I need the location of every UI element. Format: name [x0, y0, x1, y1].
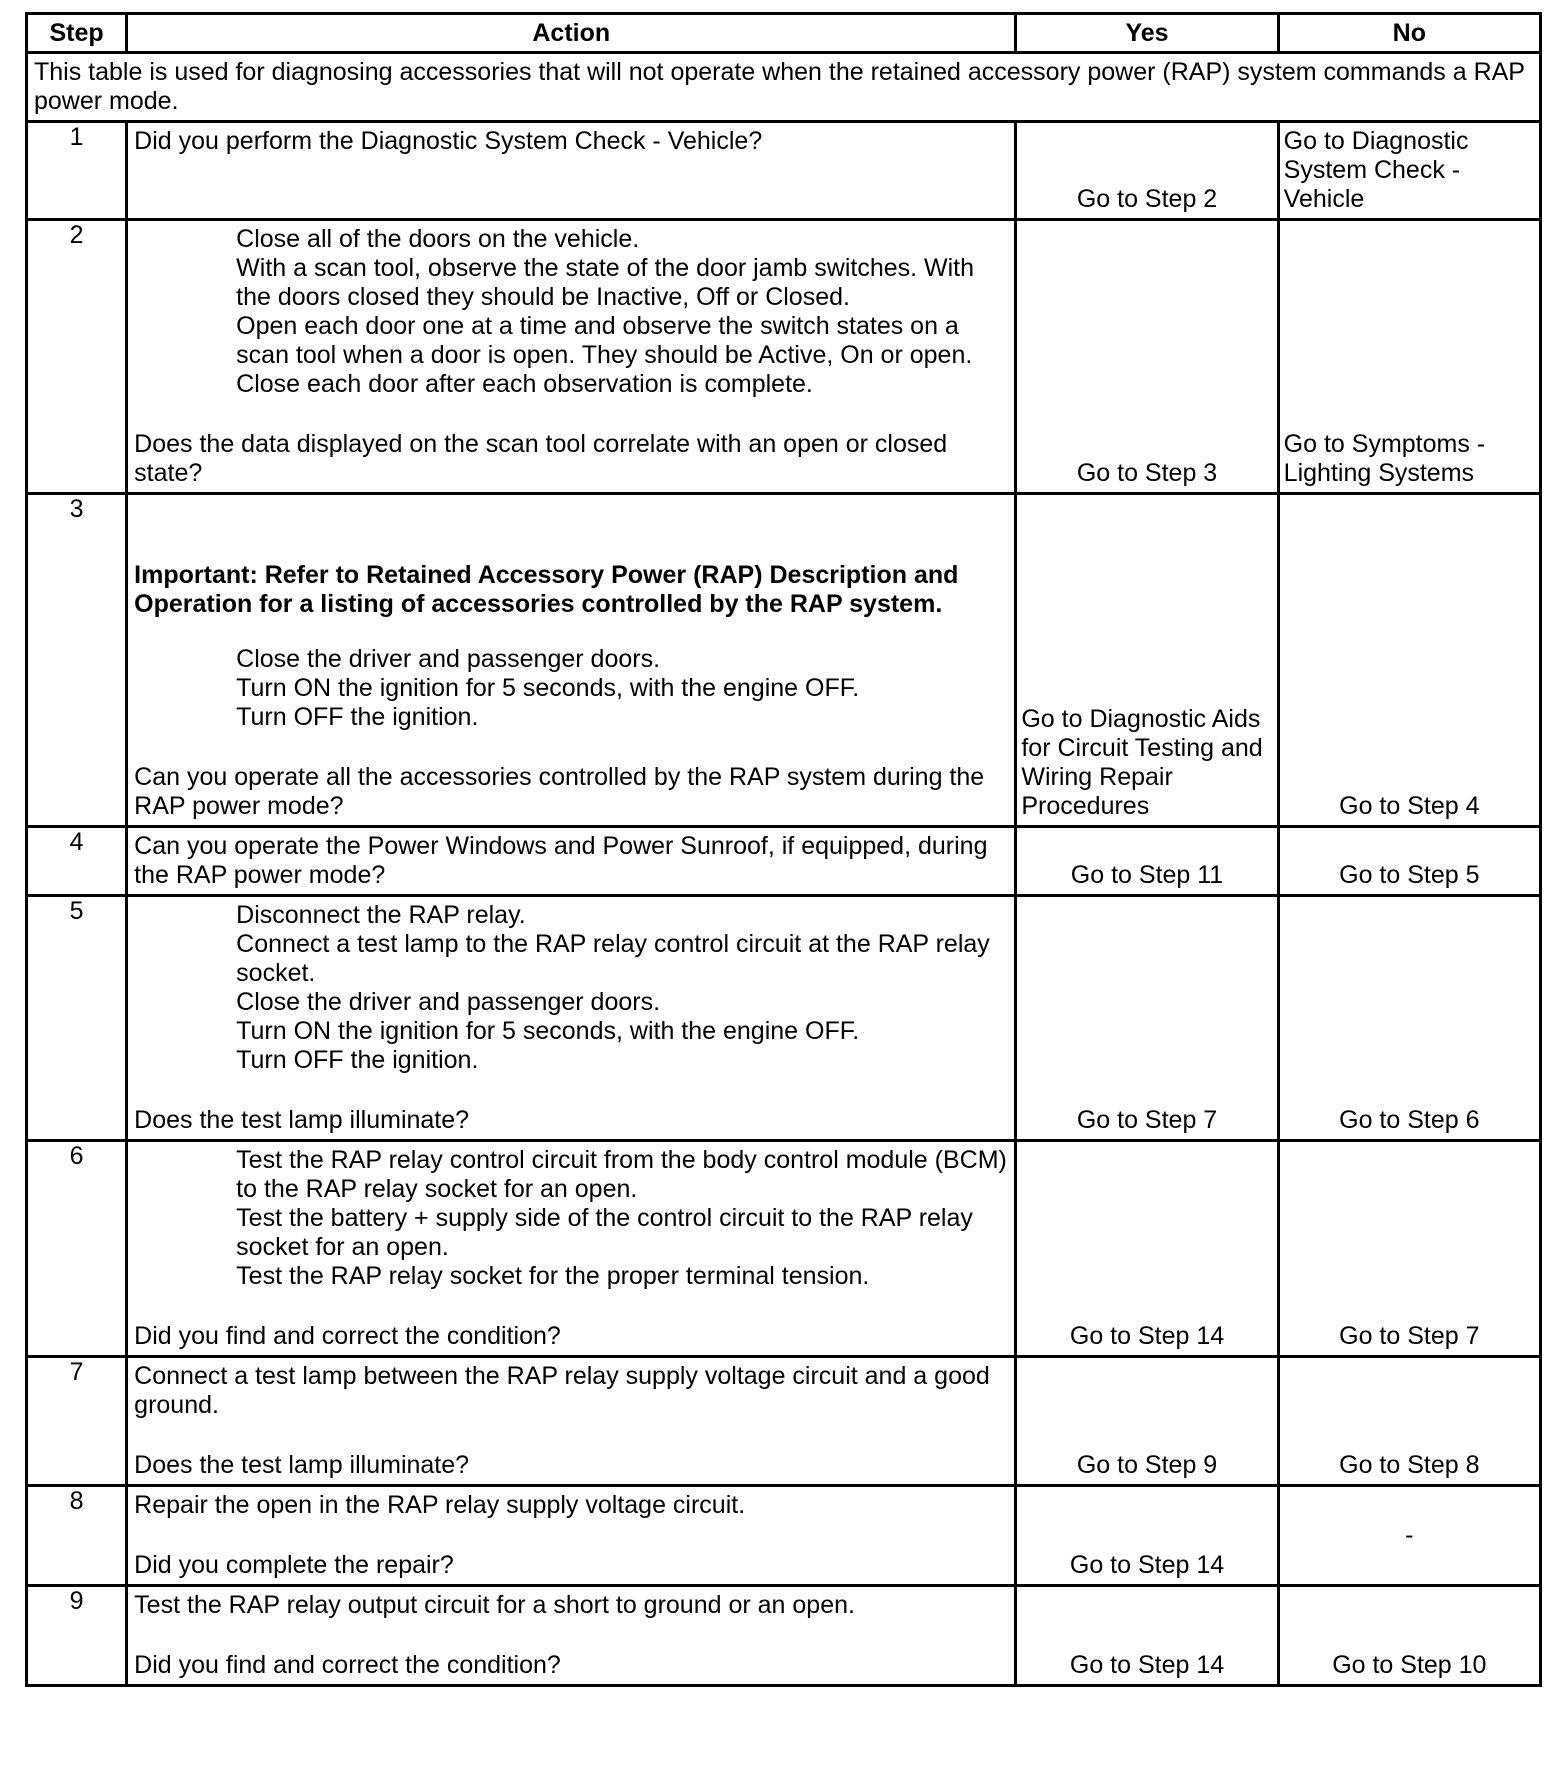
no-cell: Go to Step 10	[1278, 1586, 1540, 1686]
question-text: Did you find and correct the condition?	[134, 1322, 561, 1350]
list-item: Turn OFF the ignition.	[236, 703, 479, 731]
table-row	[27, 1141, 1541, 1357]
list-item: Test the RAP relay socket for the proper terminal tension.	[236, 1262, 870, 1290]
table-row	[27, 1357, 1541, 1486]
step-number: 2	[27, 220, 127, 494]
step-number: 6	[27, 1141, 127, 1357]
question-text: Did you perform the Diagnostic System Check - Vehicle?	[134, 127, 763, 155]
no-cell: Go to Step 6	[1278, 896, 1540, 1141]
list-item: Close the driver and passenger doors.	[236, 988, 661, 1016]
list-item: Open each door one at a time and observe the switch states on a scan tool when a door is open. They should be Active, On or open.	[236, 312, 973, 369]
instruction-text: Repair the open in the RAP relay supply voltage circuit.	[134, 1491, 746, 1519]
no-cell: Go to Step 7	[1278, 1141, 1540, 1357]
question-text: Can you operate the Power Windows and Power Sunroof, if equipped, during the RAP power mode?	[134, 832, 988, 889]
header-no: No	[1278, 14, 1540, 53]
yes-cell: Go to Step 7	[1016, 896, 1278, 1141]
important-note: Important: Refer to Retained Accessory Power (RAP) Description and Operation for a listing of accessories controlled by the RAP system.	[134, 561, 959, 618]
table-row	[27, 1486, 1541, 1586]
list-item: Turn ON the ignition for 5 seconds, with the engine OFF.	[236, 1017, 860, 1045]
action-cell	[127, 827, 1016, 896]
question-text: Does the test lamp illuminate?	[134, 1106, 470, 1134]
step-number: 8	[27, 1486, 127, 1586]
action-cell	[127, 220, 1016, 494]
list-item: Close all of the doors on the vehicle.	[236, 225, 640, 253]
action-cell	[127, 896, 1016, 1141]
bullet-list	[134, 901, 1008, 1075]
list-item: Close the driver and passenger doors.	[236, 645, 661, 673]
yes-cell: Go to Step 11	[1016, 827, 1278, 896]
list-item: Connect a test lamp to the RAP relay control circuit at the RAP relay socket.	[236, 930, 990, 987]
action-cell	[127, 1586, 1016, 1686]
list-item: Turn OFF the ignition.	[236, 1046, 479, 1074]
question-text: Does the data displayed on the scan tool correlate with an open or closed state?	[134, 430, 948, 487]
bullet-list	[134, 1146, 1008, 1291]
table-row	[27, 220, 1541, 494]
question-text: Can you operate all the accessories controlled by the RAP system during the RAP power mode?	[134, 763, 985, 820]
step-number: 9	[27, 1586, 127, 1686]
list-item: Test the RAP relay control circuit from the body control module (BCM) to the RAP relay socket for an open.	[236, 1146, 1007, 1203]
action-cell	[127, 494, 1016, 827]
no-cell: Go to Step 5	[1278, 827, 1540, 896]
no-cell: Go to Step 4	[1278, 494, 1540, 827]
list-item: Disconnect the RAP relay.	[236, 901, 526, 929]
yes-cell: Go to Step 9	[1016, 1357, 1278, 1486]
no-cell: Go to Symptoms - Lighting Systems	[1278, 220, 1540, 494]
diagnostic-table-page	[25, 12, 1542, 1687]
step-number: 4	[27, 827, 127, 896]
no-cell: Go to Step 8	[1278, 1357, 1540, 1486]
yes-cell: Go to Step 3	[1016, 220, 1278, 494]
yes-cell: Go to Step 14	[1016, 1586, 1278, 1686]
table-row	[27, 896, 1541, 1141]
step-number: 5	[27, 896, 127, 1141]
no-cell: -	[1278, 1486, 1540, 1586]
bullet-list	[134, 225, 1008, 399]
action-cell	[127, 122, 1016, 220]
question-text: Did you complete the repair?	[134, 1551, 454, 1579]
list-item: Turn ON the ignition for 5 seconds, with the engine OFF.	[236, 674, 860, 702]
table-row	[27, 122, 1541, 220]
list-item: Test the battery + supply side of the control circuit to the RAP relay socket for an open.	[236, 1204, 973, 1261]
table-row	[27, 827, 1541, 896]
step-number: 7	[27, 1357, 127, 1486]
yes-cell: Go to Step 14	[1016, 1141, 1278, 1357]
diagnostic-table	[25, 12, 1542, 1687]
yes-cell: Go to Step 2	[1016, 122, 1278, 220]
instruction-text: Connect a test lamp between the RAP relay supply voltage circuit and a good ground.	[134, 1362, 990, 1419]
instruction-text: Test the RAP relay output circuit for a short to ground or an open.	[134, 1591, 855, 1619]
header-step: Step	[27, 14, 127, 53]
question-text: Does the test lamp illuminate?	[134, 1451, 470, 1479]
intro-row	[27, 53, 1541, 122]
question-text: Did you find and correct the condition?	[134, 1651, 561, 1679]
action-cell	[127, 1486, 1016, 1586]
intro-text: This table is used for diagnosing accessories that will not operate when the retained accessory power (RAP) system commands a RAP power mode.	[27, 53, 1541, 122]
yes-cell: Go to Step 14	[1016, 1486, 1278, 1586]
step-number: 3	[27, 494, 127, 827]
action-cell	[127, 1357, 1016, 1486]
no-cell: Go to Diagnostic System Check - Vehicle	[1278, 122, 1540, 220]
header-action: Action	[127, 14, 1016, 53]
yes-cell: Go to Diagnostic Aids for Circuit Testing and Wiring Repair Procedures	[1016, 494, 1278, 827]
bullet-list	[134, 645, 1008, 732]
header-row	[27, 14, 1541, 53]
step-number: 1	[27, 122, 127, 220]
table-row	[27, 494, 1541, 827]
action-cell	[127, 1141, 1016, 1357]
header-yes: Yes	[1016, 14, 1278, 53]
list-item: Close each door after each observation is complete.	[236, 370, 813, 398]
list-item: With a scan tool, observe the state of the door jamb switches. With the doors closed they should be Inactive, Off or Closed.	[236, 254, 975, 311]
table-row	[27, 1586, 1541, 1686]
